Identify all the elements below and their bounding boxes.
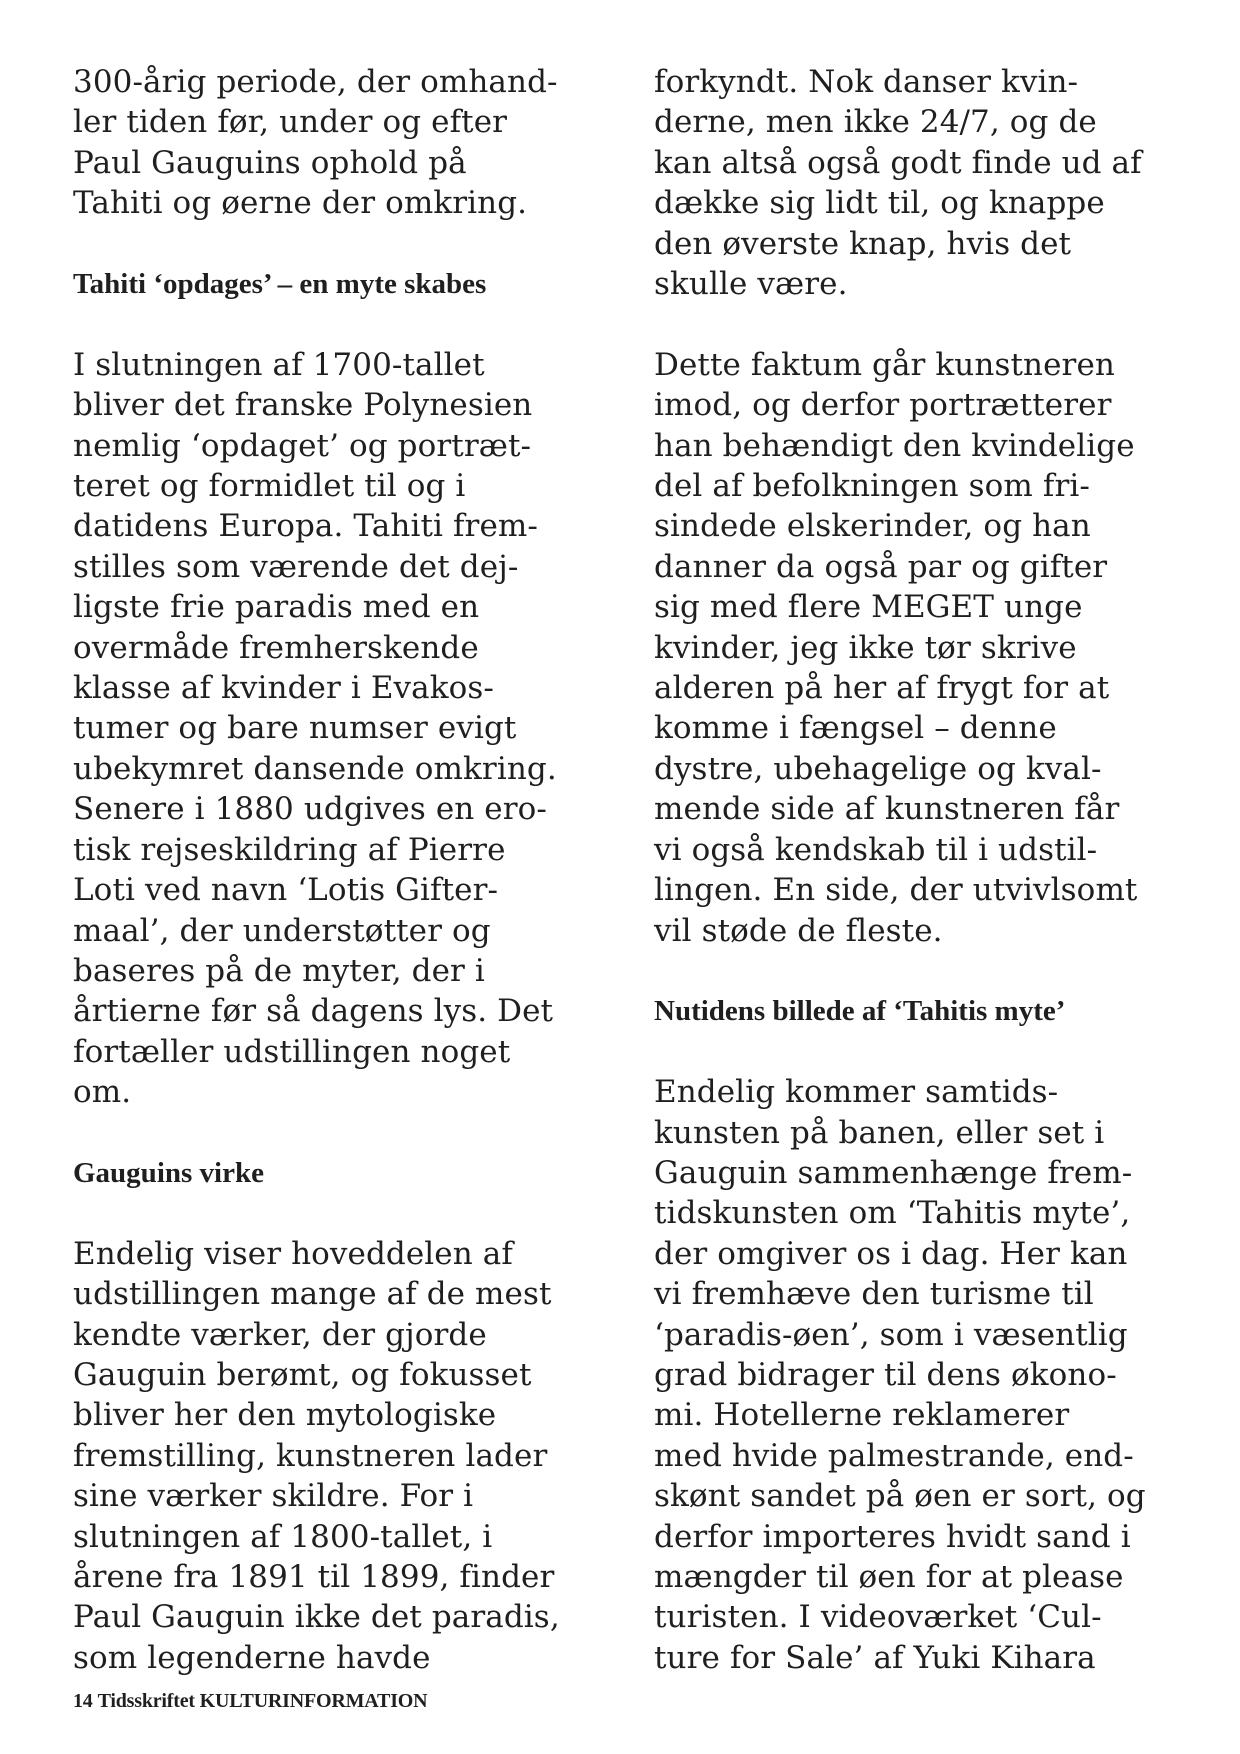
text-line: Paul Gauguin ikke det paradis, bbox=[73, 1599, 560, 1636]
text-line: teret og formidlet til og i bbox=[73, 468, 466, 505]
text-line: han behændigt den kvindelige bbox=[654, 427, 1135, 464]
text-line: bliver her den mytologiske bbox=[73, 1397, 497, 1434]
text-line: lingen. En side, der utvivlsomt bbox=[654, 872, 1138, 909]
text-line: kan altså også godt finde ud af bbox=[654, 144, 1142, 181]
text-line: som legenderne havde bbox=[73, 1639, 431, 1676]
text-line: tumer og bare numser evigt bbox=[73, 710, 517, 747]
text-line: klasse af kvinder i Evakos- bbox=[73, 670, 494, 707]
text-line: årtierne før så dagens lys. Det bbox=[73, 993, 554, 1030]
text-line: grad bidrager til dens økono- bbox=[654, 1356, 1117, 1393]
text-line: skønt sandet på øen er sort, og bbox=[654, 1478, 1146, 1515]
text-line: vi fremhæve den turisme til bbox=[654, 1276, 1094, 1313]
text-line: tisk rejseskildring af Pierre bbox=[73, 831, 506, 868]
text-line: sindede elskerinder, og han bbox=[654, 508, 1091, 545]
text-line: ligste frie paradis med en bbox=[73, 589, 480, 626]
text-line: skulle være. bbox=[654, 266, 848, 303]
paragraph-nutid bbox=[654, 1072, 1199, 1678]
text-line: fortæller udstillingen noget bbox=[73, 1033, 511, 1070]
text-line: årene fra 1891 til 1899, finder bbox=[73, 1558, 555, 1595]
text-line: vi også kendskab til i udstil- bbox=[654, 831, 1098, 868]
page-number: 14 bbox=[73, 1690, 93, 1712]
text-line: I slutningen af 1700-tallet bbox=[73, 346, 485, 383]
text-line: forkyndt. Nok danser kvin- bbox=[654, 64, 1079, 100]
paragraph-forkyndt bbox=[654, 62, 1199, 304]
text-line: Endelig kommer samtids- bbox=[654, 1074, 1059, 1111]
text-line: imod, og derfor portrætterer bbox=[654, 387, 1112, 424]
page-footer bbox=[73, 1690, 427, 1713]
text-line: alderen på her af frygt for at bbox=[654, 670, 1110, 707]
left-column bbox=[73, 62, 618, 1678]
text-line: den øverste knap, hvis det bbox=[654, 225, 1072, 262]
text-line: der omgiver os i dag. Her kan bbox=[654, 1235, 1128, 1272]
text-line: Dette faktum går kunstneren bbox=[654, 346, 1115, 383]
paragraph-virke bbox=[73, 1234, 618, 1678]
text-line: sig med flere MEGET unge bbox=[654, 589, 1083, 626]
text-line: Gauguin berømt, og fokusset bbox=[73, 1356, 532, 1393]
text-line: ture for Sale’ af Yuki Kihara bbox=[654, 1639, 1096, 1676]
text-line: Gauguin sammenhænge frem- bbox=[654, 1154, 1133, 1191]
text-line: dække sig lidt til, og knappe bbox=[654, 185, 1105, 222]
text-line: slutningen af 1800-tallet, i bbox=[73, 1518, 493, 1555]
section-heading-nutid: Nutidens billede af ‘Tahitis myte’ bbox=[654, 995, 1066, 1028]
right-column bbox=[654, 62, 1199, 1678]
text-line: Endelig viser hoveddelen af bbox=[73, 1235, 513, 1272]
paragraph-faktum bbox=[654, 345, 1199, 951]
text-line: vil støde de fleste. bbox=[654, 912, 943, 949]
text-line: kendte værker, der gjorde bbox=[73, 1316, 487, 1353]
text-line: Paul Gauguins ophold på bbox=[73, 144, 467, 181]
text-line: kvinder, jeg ikke tør skrive bbox=[654, 629, 1077, 666]
paragraph-intro bbox=[73, 62, 618, 224]
text-line: sine værker skildre. For i bbox=[73, 1478, 474, 1515]
text-line: bliver det franske Polynesien bbox=[73, 387, 533, 424]
text-line: danner da også par og gifter bbox=[654, 548, 1108, 585]
text-line: udstillingen mange af de mest bbox=[73, 1276, 552, 1313]
text-line: stilles som værende det dej- bbox=[73, 548, 519, 585]
text-line: ler tiden før, under og efter bbox=[73, 104, 508, 141]
text-line: turisten. I videoværket ‘Cul- bbox=[654, 1599, 1102, 1636]
text-line: datidens Europa. Tahiti frem- bbox=[73, 508, 538, 545]
text-line: dystre, ubehagelige og kval- bbox=[654, 750, 1102, 787]
text-line: ubekymret dansende omkring. bbox=[73, 750, 557, 787]
text-line: kunsten på banen, eller set i bbox=[654, 1114, 1105, 1151]
text-line: nemlig ‘opdaget’ og portræt- bbox=[73, 427, 532, 464]
text-line: 300-årig periode, der omhand- bbox=[73, 64, 558, 100]
section-heading-virke: Gauguins virke bbox=[73, 1156, 264, 1189]
text-line: del af befolkningen som fri- bbox=[654, 468, 1090, 505]
text-line: Senere i 1880 udgives en ero- bbox=[73, 791, 547, 828]
text-line: om. bbox=[73, 1074, 132, 1111]
text-line: maal’, der understøtter og bbox=[73, 912, 491, 949]
text-line: derfor importeres hvidt sand i bbox=[654, 1518, 1131, 1555]
text-line: komme i fængsel – denne bbox=[654, 710, 1057, 747]
text-line: mængder til øen for at please bbox=[654, 1558, 1124, 1595]
section-heading-opdages: Tahiti ‘opdages’ – en myte skabes bbox=[73, 268, 487, 301]
text-line: med hvide palmestrande, end- bbox=[654, 1437, 1134, 1474]
text-line: mi. Hotellerne reklamerer bbox=[654, 1397, 1070, 1434]
text-line: overmåde fremherskende bbox=[73, 629, 479, 666]
text-line: Loti ved navn ‘Lotis Gifter- bbox=[73, 872, 499, 909]
text-line: fremstilling, kunstneren lader bbox=[73, 1437, 548, 1474]
paragraph-opdages bbox=[73, 345, 618, 1113]
text-line: Tahiti og øerne der omkring. bbox=[73, 185, 528, 222]
text-line: derne, men ikke 24/7, og de bbox=[654, 104, 1097, 141]
text-line: baseres på de myter, der i bbox=[73, 952, 485, 989]
text-line: tidskunsten om ‘Tahitis myte’, bbox=[654, 1195, 1131, 1232]
publication-name: Tidsskriftet KULTURINFORMATION bbox=[97, 1690, 428, 1712]
text-line: ‘paradis-øen’, som i væsentlig bbox=[654, 1316, 1128, 1353]
text-line: mende side af kunstneren får bbox=[654, 791, 1120, 828]
